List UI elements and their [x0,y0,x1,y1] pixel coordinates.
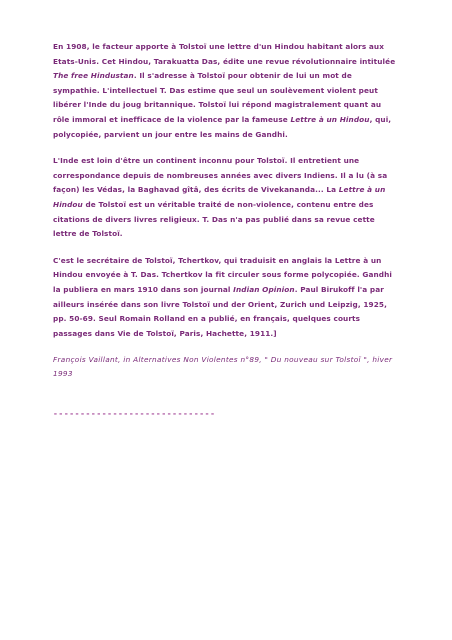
text-run: , qui, polycopiée, parvient un jour entre les mains de Gandhi. [53,114,392,139]
source-citation: François Vaillant, in Alternatives Non Violentes n°89, " Du nouveau sur Tolstoï ", hiver 1993 [53,355,393,379]
paragraph [53,254,400,342]
italic-title: The free Hindustan [53,71,134,81]
text-run: En 1908, le facteur apporte à Tolstoï une lettre d'un Hindou habitant alors aux Etats-Unis. Cet Hindou, Tarakuatta Das, édite une revue révolutionnaire intitulée [53,42,396,66]
text-run: L'Inde est loin d'être un continent inconnu pour Tolstoï. Il entretient une correspondance depuis de nombreuses années avec divers Indiens. Il a lu (à sa façon) les Védas, la Baghavad gîtâ, des écrits de Vivekananda... La [53,156,388,195]
paragraph [53,154,400,242]
article-body [53,40,400,341]
italic-title: Lettre à un Hindou [53,185,386,209]
separator-line: ------------------------------ [53,409,216,419]
italic-title: Indian Opinion [233,284,295,294]
text-run: . Il s'adresse à Tolstoï pour obtenir de lui un mot de sympathie. L'intellectuel T. Das estime que seul un soulèvement violent peut libérer l'Inde du joug britannique. Tolstoï lui répond magistralement quant au rôle immoral et inefficace de la violence par la fameuse [53,71,382,124]
paragraph [53,40,400,142]
text-run: . Paul Birukoff l'a par ailleurs insérée dans son livre Tolstoï und der Orient, Zurich und Leipzig, 1925, pp. 50-69. Seul Romain Rolland en a publié, en français, quelques courts passages dans Vie de Tolstoï, Paris, Hachette, 1911.] [53,284,387,338]
text-run: C'est le secrétaire de Tolstoï, Tchertkov, qui traduisit en anglais la Lettre à un Hindou envoyée à T. Das. Tchertkov la fit circuler sous forme polycopiée. Gandhi la publiera en mars 1910 dans son journal [53,255,393,294]
text-run: de Tolstoï est un véritable traité de non-violence, contenu entre des citations de divers livres religieux. T. Das n'a pas publié dans sa revue cette lettre de Tolstoï. [53,199,375,239]
italic-title: Lettre à un Hindou [290,114,370,124]
